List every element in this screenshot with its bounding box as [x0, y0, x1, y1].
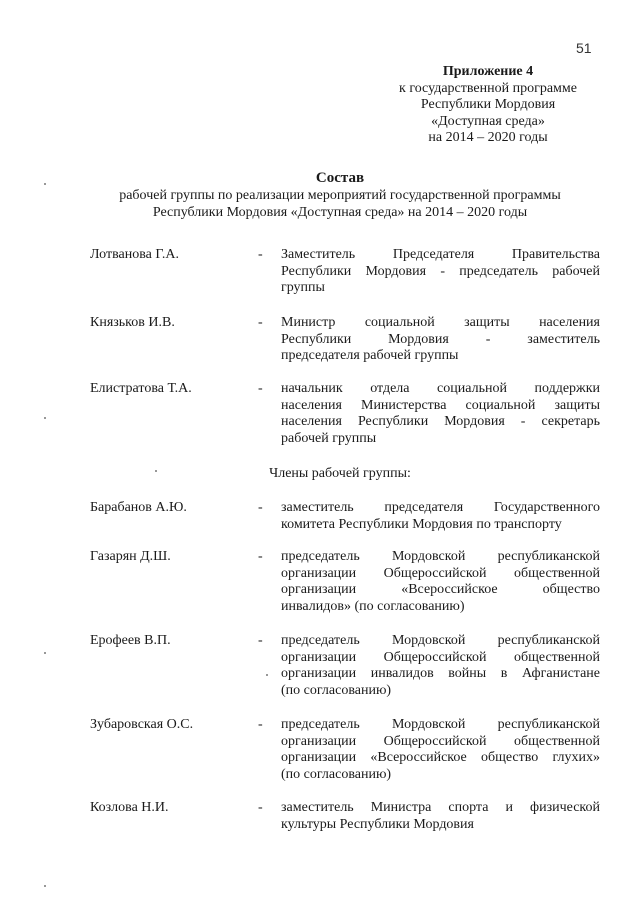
dash-separator: -: [258, 500, 263, 515]
member-name: Ерофеев В.П.: [90, 633, 171, 648]
scan-speck: [155, 470, 157, 472]
annex-header: [378, 64, 598, 147]
role-line: инвалидов» (по согласованию): [281, 598, 465, 614]
dash-separator: -: [258, 800, 263, 815]
annex-line: Республики Мордовия: [420, 97, 556, 112]
annex-line: на 2014 – 2020 годы: [428, 130, 548, 145]
scan-speck: [266, 674, 268, 676]
role-line: заместитель Министра спорта и физической: [281, 800, 600, 815]
document-title: Состав: [315, 170, 365, 186]
role-line: организации инвалидов войны в Афганистане: [281, 666, 600, 682]
role-line: председатель Мордовской республиканской: [281, 717, 600, 732]
role-line: рабочей группы: [281, 430, 377, 446]
dash-separator: -: [258, 315, 263, 330]
role-line: Республики Мордовия - заместитель: [281, 331, 600, 347]
member-role: [281, 500, 600, 533]
member-name: Лотванова Г.А.: [90, 247, 179, 262]
scan-speck: [44, 652, 46, 654]
role-line: организации Общероссийской общественной: [281, 649, 600, 665]
role-line: организации «Всероссийское общество глухих»: [281, 750, 600, 766]
member-role: [281, 247, 600, 297]
role-line: председатель Мордовской республиканской: [281, 633, 600, 648]
member-role: [281, 800, 600, 833]
dash-separator: -: [258, 717, 263, 732]
dash-separator: -: [258, 247, 263, 262]
member-role: [281, 315, 600, 365]
role-line: председатель Мордовской республиканской: [281, 549, 600, 564]
role-line: комитета Республики Мордовия по транспорту: [281, 516, 562, 532]
member-role: [281, 549, 600, 615]
members-section-title: Члены рабочей группы:: [269, 466, 411, 481]
dash-separator: -: [258, 549, 263, 564]
role-line: культуры Республики Мордовия: [281, 816, 474, 832]
member-name: Газарян Д.Ш.: [90, 549, 171, 564]
member-role: [281, 381, 600, 447]
document-subtitle-line: Республики Мордовия «Доступная среда» на 2014 – 2020 годы: [152, 205, 528, 220]
member-name: Барабанов А.Ю.: [90, 500, 187, 515]
role-line: организации Общероссийской общественной: [281, 565, 600, 581]
role-line: группы: [281, 280, 325, 296]
page-number: 51: [576, 40, 592, 56]
document-subtitle-line: рабочей группы по реализации мероприятий государственной программы: [119, 188, 561, 203]
role-line: (по согласованию): [281, 682, 392, 698]
role-line: Заместитель Председателя Правительства: [281, 247, 600, 262]
scan-speck: [44, 183, 46, 185]
member-name: Козлова Н.И.: [90, 800, 169, 815]
member-role: [281, 633, 600, 699]
role-line: населения Министерства социальной защиты: [281, 397, 600, 413]
annex-title: Приложение 4: [442, 64, 534, 79]
dash-separator: -: [258, 381, 263, 396]
member-name: Князьков И.В.: [90, 315, 175, 330]
dash-separator: -: [258, 633, 263, 648]
document-heading: [70, 170, 610, 221]
role-line: заместитель председателя Государственного: [281, 500, 600, 515]
scan-speck: [44, 885, 46, 887]
role-line: начальник отдела социальной поддержки: [281, 381, 600, 396]
role-line: председателя рабочей группы: [281, 348, 459, 364]
role-line: Республики Мордовия - председатель рабочей: [281, 263, 600, 279]
member-name: Елистратова Т.А.: [90, 381, 192, 396]
member-name: Зубаровская О.С.: [90, 717, 194, 732]
scan-speck: [44, 417, 46, 419]
member-role: [281, 717, 600, 783]
role-line: населения Республики Мордовия - секретарь: [281, 414, 600, 430]
role-line: (по согласованию): [281, 766, 392, 782]
role-line: организации Общероссийской общественной: [281, 733, 600, 749]
annex-line: «Доступная среда»: [431, 113, 545, 129]
role-line: организации «Всероссийское общество: [281, 582, 600, 598]
annex-line: к государственной программе: [399, 80, 577, 96]
role-line: Министр социальной защиты населения: [281, 315, 600, 330]
